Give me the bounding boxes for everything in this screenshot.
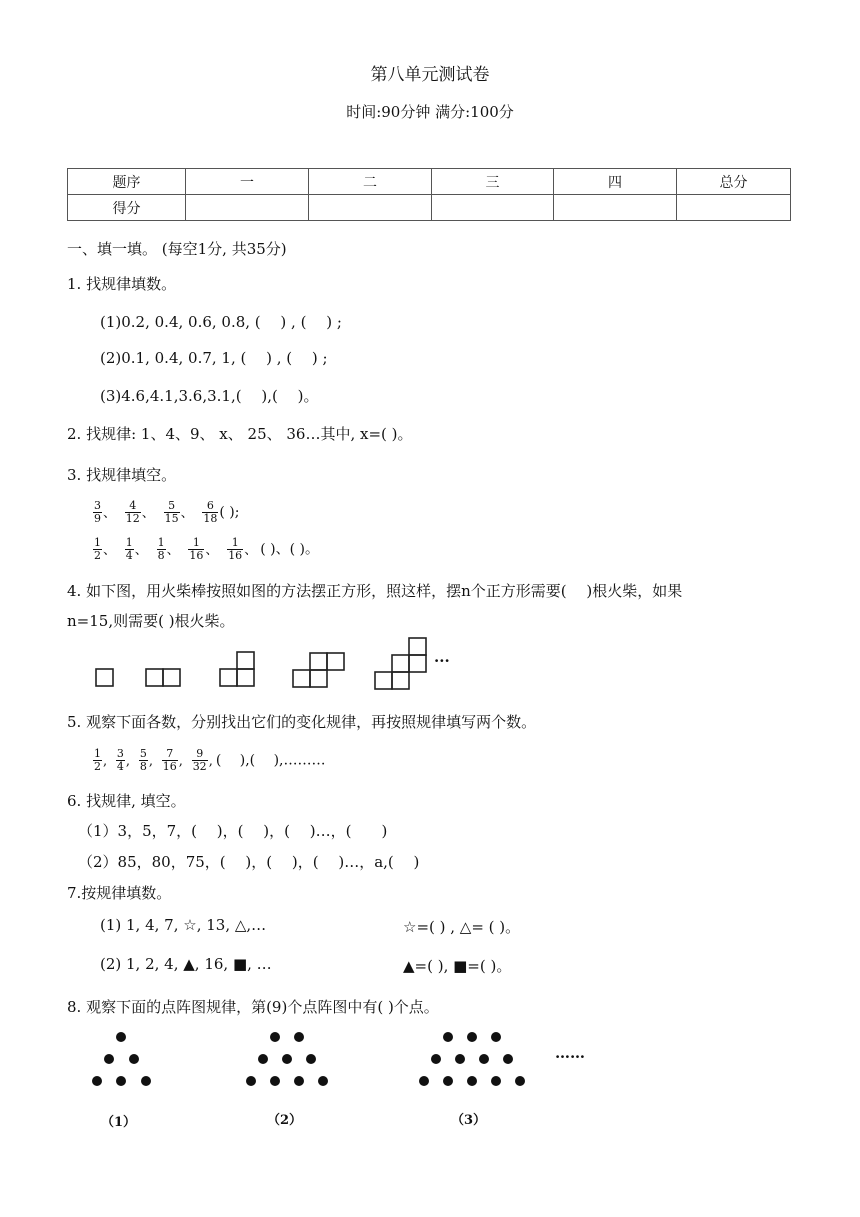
q4-line-2: n=15,则需要( )根火柴。 <box>67 612 235 630</box>
score-cell: 得分 <box>68 195 186 221</box>
fraction: $\frac{4}{12}$ <box>125 499 140 525</box>
dot-pattern-3 <box>419 1032 525 1086</box>
dot-pattern-2 <box>246 1032 328 1086</box>
dot-pattern-label-3: （3） <box>451 1113 487 1128</box>
page-subtitle: 时间:90分钟 满分:100分 <box>346 103 514 121</box>
q6-line-1: （1）3，5，7，( )，( )，( )…，( ) <box>78 822 388 840</box>
fraction: $\frac{1}{16}$ <box>228 536 243 562</box>
score-cell: 三 <box>432 169 554 195</box>
fraction: $\frac{5}{15}$ <box>164 499 179 525</box>
fraction: $\frac{9}{32}$ <box>192 747 207 773</box>
q7-stem: 7.按规律填数。 <box>67 884 172 902</box>
q5-stem: 5. 观察下面各数，分别找出它们的变化规律，再按照规律填写两个数。 <box>67 713 537 731</box>
q8-stem: 8. 观察下面的点阵图规律，第(9)个点阵图中有( )个点。 <box>67 998 439 1016</box>
q5-row: $\frac{1}{2}$ , $\frac{3}{4}$ , $\frac{5}{8}$ , $\frac{7}{16}$ , $\frac{9}{32}$ , ( ),( ),……… <box>94 747 326 773</box>
fraction: $\frac{3}{9}$ <box>94 499 101 525</box>
q1-stem: 1. 找规律填数。 <box>67 275 177 293</box>
q7-line-2-answer: ▲=( ), ■=( )。 <box>403 957 512 975</box>
score-cell: 二 <box>309 169 432 195</box>
page-title: 第八单元测试卷 <box>370 65 490 85</box>
q7-line-2-sequence: (2) 1, 2, 4, ▲, 16, ■, … <box>100 955 272 973</box>
fraction: $\frac{7}{16}$ <box>162 747 177 773</box>
dot-pattern-1 <box>92 1032 151 1086</box>
fraction: $\frac{1}{2}$ <box>94 536 101 562</box>
q3-stem: 3. 找规律填空。 <box>67 466 177 484</box>
q6-line-2: （2）85，80，75，( )，( )，( )…，a,( ) <box>78 853 420 871</box>
q1-line-3: (3)4.6,4.1,3.6,3.1,( ),( )。 <box>100 387 319 405</box>
q1-line-1: (1)0.2, 0.4, 0.6, 0.8, ( ) , ( ) ; <box>100 313 342 331</box>
score-cell: 一 <box>186 169 309 195</box>
fraction: $\frac{1}{2}$ <box>94 747 101 773</box>
fraction: $\frac{1}{16}$ <box>189 536 204 562</box>
matchstick-ellipsis: ··· <box>434 652 450 670</box>
fraction: $\frac{1}{4}$ <box>125 536 133 562</box>
fraction: $\frac{1}{8}$ <box>157 536 165 562</box>
dot-pattern-label-1: （1） <box>101 1115 137 1130</box>
fraction: $\frac{6}{18}$ <box>203 499 218 525</box>
q3-row-1: $\frac{3}{9}$ 、 $\frac{4}{12}$ 、 $\frac{5}{15}$ 、 $\frac{6}{18}$ ( ); <box>94 499 240 525</box>
q6-stem: 6. 找规律, 填空。 <box>67 792 186 810</box>
dot-pattern-ellipsis: …… <box>555 1044 585 1062</box>
dot-pattern-label-2: （2） <box>267 1113 303 1128</box>
q7-line-1-answer: ☆=( ) , △= ( )。 <box>403 918 521 936</box>
section-heading: 一、填一填。 (每空1分, 共35分) <box>67 240 287 258</box>
q4-line-1: 4. 如下图，用火柴棒按照如图的方法摆正方形，照这样，摆n个正方形需要( )根火柴，如果 <box>67 582 683 600</box>
fraction: $\frac{5}{8}$ <box>139 747 147 773</box>
q7-line-1-sequence: (1) 1, 4, 7, ☆, 13, △,… <box>100 916 267 934</box>
score-cell: 四 <box>554 169 677 195</box>
q3-row-2: $\frac{1}{2}$ 、 $\frac{1}{4}$ 、 $\frac{1}{8}$ 、 $\frac{1}{16}$ 、 $\frac{1}{16}$ 、 ( )、( )。 <box>94 536 319 562</box>
score-cell: 题序 <box>68 169 186 195</box>
q1-line-2: (2)0.1, 0.4, 0.7, 1, ( ) , ( ) ; <box>100 349 328 367</box>
fraction: $\frac{3}{4}$ <box>116 747 124 773</box>
q2-stem: 2. 找规律: 1、4、9、 x、 25、 36…其中, x=( )。 <box>67 425 413 443</box>
score-cell: 总分 <box>677 169 791 195</box>
